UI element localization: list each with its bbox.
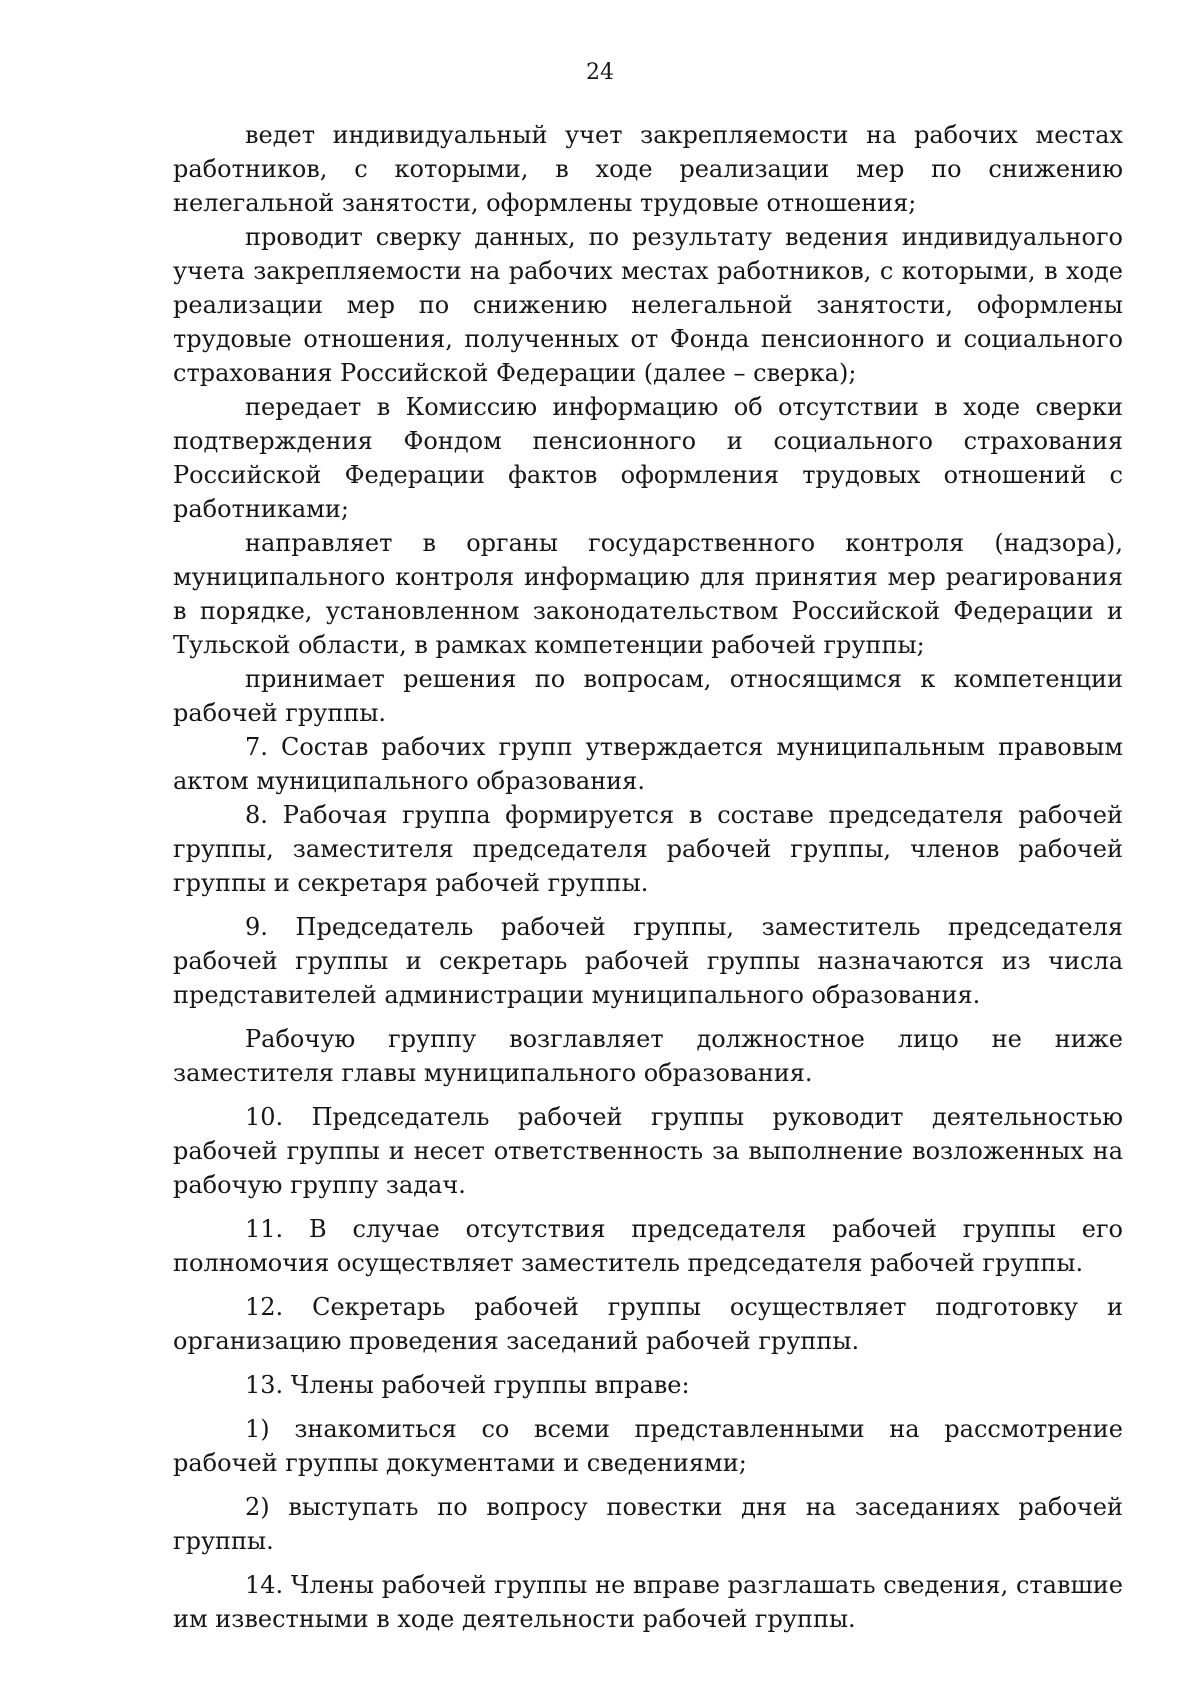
paragraph-item-13-2: 2) выступать по вопросу повестки дня на заседаниях рабочей группы. (173, 1493, 1123, 1555)
page-number: 24 (586, 60, 614, 85)
paragraph-item-13-1: 1) знакомиться со всеми представленными на рассмотрение рабочей группы документами и сведениями; (173, 1415, 1123, 1477)
paragraph-item-7: 7. Состав рабочих групп утверждается муниципальным правовым актом муниципального образования. (173, 733, 1123, 795)
paragraph-item-12: 12. Секретарь рабочей группы осуществляет подготовку и организацию проведения заседаний рабочей группы. (173, 1293, 1123, 1355)
document-body (173, 118, 1123, 1636)
paragraph-item-14: 14. Члены рабочей группы не вправе разглашать сведения, ставшие им известными в ходе деятельности рабочей группы. (173, 1571, 1123, 1633)
paragraph-item-10: 10. Председатель рабочей группы руководит деятельностью рабочей группы и несет ответственность за выполнение возложенных на рабочую группу задач. (173, 1103, 1123, 1199)
paragraph-item-13: 13. Члены рабочей группы вправе: (245, 1371, 690, 1399)
paragraph-group-head: Рабочую группу возглавляет должностное лицо не ниже заместителя главы муниципального образования. (173, 1025, 1123, 1087)
paragraph-data-reconciliation: проводит сверку данных, по результату ведения индивидуального учета закрепляемости на рабочих местах работников, с которыми, в ходе реализации мер по снижению нелегальной занятости, оформлены трудовые отношения, полученных от Фонда пенсионного и социального страхования Российской Федерации (далее – сверка); (173, 223, 1123, 387)
paragraph-control-bodies: направляет в органы государственного контроля (надзора), муниципального контроля информацию для принятия мер реагирования в порядке, установленном законодательством Российской Федерации и Тульской области, в рамках компетенции рабочей группы; (173, 529, 1123, 659)
paragraph-commission-information: передает в Комиссию информацию об отсутствии в ходе сверки подтверждения Фондом пенсионного и социального страхования Российской Федерации фактов оформления трудовых отношений с работниками; (173, 393, 1123, 523)
paragraph-item-8: 8. Рабочая группа формируется в составе председателя рабочей группы, заместителя председателя рабочей группы, членов рабочей группы и секретаря рабочей группы. (173, 801, 1123, 897)
paragraph-individual-accounting: ведет индивидуальный учет закрепляемости на рабочих местах работников, с которыми, в ходе реализации мер по снижению нелегальной занятости, оформлены трудовые отношения; (173, 121, 1123, 217)
paragraph-item-11: 11. В случае отсутствия председателя рабочей группы его полномочия осуществляет заместитель председателя рабочей группы. (173, 1215, 1123, 1277)
paragraph-decisions: принимает решения по вопросам, относящимся к компетенции рабочей группы. (173, 665, 1123, 727)
paragraph-item-9: 9. Председатель рабочей группы, заместитель председателя рабочей группы и секретарь рабочей группы назначаются из числа представителей администрации муниципального образования. (173, 913, 1123, 1009)
